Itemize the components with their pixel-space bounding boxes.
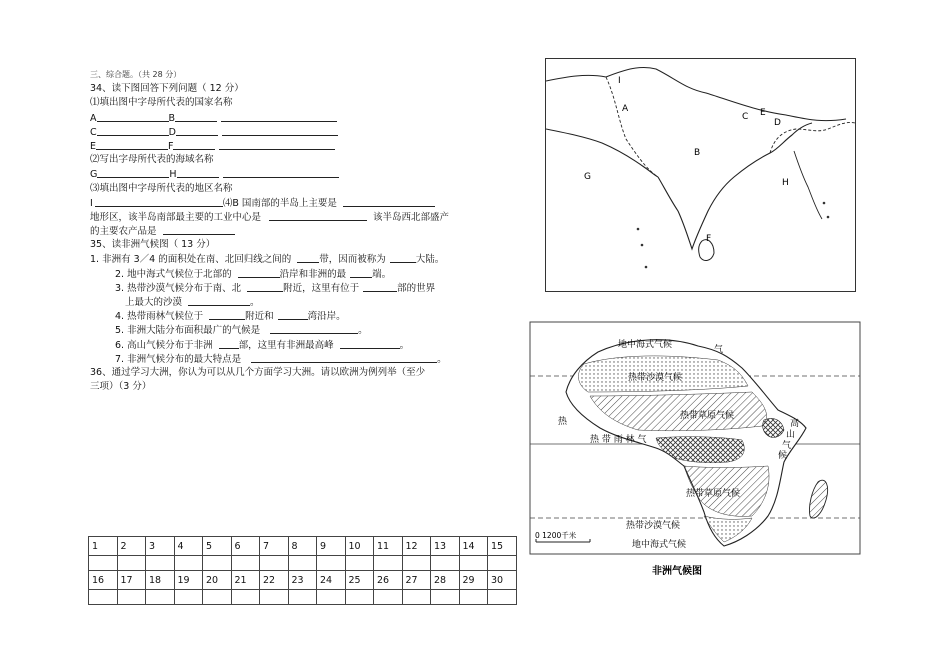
q35-s3-text-e: 。 bbox=[250, 297, 260, 308]
answer-cell[interactable] bbox=[317, 556, 346, 571]
blank-s2-coast[interactable] bbox=[238, 267, 280, 278]
label-f: F bbox=[706, 234, 712, 244]
q34-part4a: ⑷B 国南部的半岛上主要是 bbox=[222, 197, 337, 209]
answer-cell[interactable] bbox=[488, 556, 517, 571]
label-med-south: 地中海式气候 bbox=[632, 540, 687, 550]
q35-s7-text: 7. 非洲气候分布的最大特点是 bbox=[115, 353, 242, 365]
blank-c[interactable] bbox=[97, 125, 169, 136]
q35-s5 bbox=[90, 323, 510, 337]
grid-cell: 24 bbox=[317, 571, 346, 590]
grid-cell: 26 bbox=[374, 571, 403, 590]
q36-line2: 三项）（3 分） bbox=[90, 381, 152, 393]
q35-s7 bbox=[90, 352, 510, 366]
q34-part4d: 的主要农产品是 bbox=[90, 226, 157, 238]
q34-part1: ⑴填出图中字母所代表的国家名称 bbox=[90, 97, 233, 109]
blank-i[interactable] bbox=[95, 196, 223, 207]
answer-cell[interactable] bbox=[89, 556, 118, 571]
q35-s2-text-c: 端。 bbox=[372, 268, 392, 280]
east-border-line bbox=[770, 122, 855, 153]
answer-cell[interactable] bbox=[345, 590, 374, 605]
blank-f[interactable] bbox=[173, 139, 215, 150]
grid-cell: 12 bbox=[402, 537, 431, 556]
grid-cell: 14 bbox=[459, 537, 488, 556]
south-asia-map-svg bbox=[546, 59, 855, 291]
grid-answer-row-1 bbox=[89, 556, 517, 571]
grid-cell: 13 bbox=[431, 537, 460, 556]
q36-line1: 36、通过学习大洲，你认为可以从几个方面学习大洲。请以欧洲为例列举（至少 bbox=[90, 366, 426, 378]
northern-border-line bbox=[546, 67, 846, 120]
q35-s3-text-b: 附近，这里有位于 bbox=[283, 282, 360, 294]
blank-h2[interactable] bbox=[223, 167, 339, 178]
q35-s6-text: 6. 高山气候分布于非洲 bbox=[115, 339, 213, 351]
label-desert-north: 热带沙漠气候 bbox=[628, 373, 683, 383]
grid-cell: 20 bbox=[203, 571, 232, 590]
arabian-coast bbox=[546, 129, 658, 177]
scale-label: 0 1200千米 bbox=[535, 531, 577, 540]
answer-cell[interactable] bbox=[203, 590, 232, 605]
myanmar-coast bbox=[794, 151, 822, 219]
blank-s1-zone[interactable] bbox=[297, 252, 319, 263]
answer-cell[interactable] bbox=[431, 556, 460, 571]
grid-cell: 17 bbox=[117, 571, 146, 590]
answer-cell[interactable] bbox=[260, 556, 289, 571]
blank-s3-tropic[interactable] bbox=[247, 281, 283, 292]
answer-cell[interactable] bbox=[488, 590, 517, 605]
blank-d[interactable] bbox=[176, 125, 218, 136]
grid-cell: 6 bbox=[231, 537, 260, 556]
label-a: A bbox=[90, 112, 97, 124]
label-g: G bbox=[90, 169, 98, 181]
label-h: H bbox=[169, 169, 177, 181]
label-north-qi: 气 bbox=[714, 345, 724, 355]
q34-row-4d bbox=[90, 224, 510, 238]
grid-cell: 29 bbox=[459, 571, 488, 590]
grid-cell: 23 bbox=[288, 571, 317, 590]
grid-cell: 3 bbox=[146, 537, 175, 556]
grid-answer-row-2 bbox=[89, 590, 517, 605]
answer-cell[interactable] bbox=[402, 556, 431, 571]
label-rainforest: 热 带 雨 林 气 bbox=[590, 435, 647, 445]
answer-cell[interactable] bbox=[203, 556, 232, 571]
answer-cell[interactable] bbox=[174, 556, 203, 571]
q34-title: 34、读下图回答下列问题（ 12 分） bbox=[90, 83, 244, 95]
answer-cell[interactable] bbox=[288, 556, 317, 571]
map-caption: 非洲气候图 bbox=[652, 566, 702, 577]
blank-industry[interactable] bbox=[269, 210, 367, 221]
q34-row-i bbox=[90, 196, 510, 210]
q34-part3: ⑶填出图中字母所代表的地区名称 bbox=[90, 182, 233, 194]
blank-h[interactable] bbox=[177, 167, 219, 178]
grid-cell: 11 bbox=[374, 537, 403, 556]
blank-s3-desert[interactable] bbox=[188, 295, 250, 306]
answer-cell[interactable] bbox=[231, 590, 260, 605]
q34-part2: ⑵写出字母所代表的海域名称 bbox=[90, 154, 214, 166]
grid-cell: 9 bbox=[317, 537, 346, 556]
grid-cell: 8 bbox=[288, 537, 317, 556]
africa-climate-map bbox=[528, 320, 864, 582]
blank-s5[interactable] bbox=[270, 323, 358, 334]
label-c: C bbox=[742, 112, 749, 122]
label-h: H bbox=[782, 178, 789, 188]
africa-climate-map-svg bbox=[528, 320, 864, 582]
island-dot bbox=[641, 244, 644, 247]
grid-cell: 28 bbox=[431, 571, 460, 590]
label-i: I bbox=[90, 197, 93, 209]
answer-cell[interactable] bbox=[459, 590, 488, 605]
answer-cell[interactable] bbox=[89, 590, 118, 605]
grid-cell: 7 bbox=[260, 537, 289, 556]
island-dot bbox=[645, 266, 648, 269]
label-med-north: 地中海式气候 bbox=[618, 340, 673, 350]
label-savanna-north: 热带草原气候 bbox=[680, 411, 735, 421]
blank-s2-end[interactable] bbox=[350, 267, 372, 278]
answer-cell[interactable] bbox=[374, 556, 403, 571]
q35-s2-text: 2. 地中海式气候位于北部的 bbox=[115, 268, 232, 280]
grid-cell: 18 bbox=[146, 571, 175, 590]
q35-s5-text-b: 。 bbox=[358, 325, 368, 337]
answer-cell[interactable] bbox=[345, 556, 374, 571]
label-savanna-south: 热带草原气候 bbox=[686, 489, 741, 499]
blank-b[interactable] bbox=[175, 111, 217, 122]
answer-grid bbox=[88, 536, 517, 605]
q34-row-ef bbox=[90, 139, 510, 153]
answer-cell[interactable] bbox=[117, 590, 146, 605]
q34-part4c: 该半岛西北部盛产 bbox=[373, 211, 450, 223]
label-c: C bbox=[90, 126, 97, 138]
island-dot bbox=[637, 228, 640, 231]
label-i: I bbox=[618, 76, 621, 86]
grid-cell: 15 bbox=[488, 537, 517, 556]
label-f: F bbox=[168, 140, 174, 152]
blank-landform[interactable] bbox=[343, 196, 435, 207]
answer-cell[interactable] bbox=[231, 556, 260, 571]
blank-b2[interactable] bbox=[221, 111, 337, 122]
grid-cell: 16 bbox=[89, 571, 118, 590]
west-border-line bbox=[606, 77, 658, 177]
q35-s5-text: 5. 非洲大陆分布面积最广的气候是 bbox=[115, 325, 261, 337]
q35-s1-text: 1. 非洲有 3／4 的面积处在南、北回归线之间的 bbox=[90, 254, 292, 266]
answer-cell[interactable] bbox=[374, 590, 403, 605]
q35-s1 bbox=[90, 252, 510, 266]
label-b: B bbox=[694, 148, 701, 158]
south-asia-map bbox=[545, 58, 856, 292]
grid-row-2 bbox=[89, 571, 517, 590]
q35-s4-text-b: 附近和 bbox=[245, 311, 274, 323]
grid-cell: 25 bbox=[345, 571, 374, 590]
q35-s1-text-b: 带，因而被称为 bbox=[319, 254, 386, 266]
answer-cell[interactable] bbox=[260, 590, 289, 605]
island-dot bbox=[823, 202, 826, 205]
grid-cell: 19 bbox=[174, 571, 203, 590]
grid-cell: 10 bbox=[345, 537, 374, 556]
grid-cell: 22 bbox=[260, 571, 289, 590]
q35-s3-cont bbox=[90, 295, 510, 309]
answer-cell[interactable] bbox=[146, 556, 175, 571]
blank-s4-gulf[interactable] bbox=[278, 309, 308, 320]
grid-cell: 27 bbox=[402, 571, 431, 590]
blank-s6-peak[interactable] bbox=[340, 338, 400, 349]
q35-s7-text-b: 。 bbox=[437, 353, 447, 365]
blank-g[interactable] bbox=[97, 167, 169, 178]
answer-cell[interactable] bbox=[459, 556, 488, 571]
answer-cell[interactable] bbox=[288, 590, 317, 605]
label-highland-2: 山 bbox=[786, 430, 796, 440]
blank-crop[interactable] bbox=[163, 224, 235, 235]
q34-row-cd bbox=[90, 125, 510, 139]
grid-cell: 21 bbox=[231, 571, 260, 590]
q35-s3-text-d: 上最大的沙漠 bbox=[125, 297, 183, 308]
answer-cell[interactable] bbox=[431, 590, 460, 605]
blank-s1-name[interactable] bbox=[390, 252, 416, 263]
island-dot bbox=[827, 216, 830, 219]
blank-s3-part[interactable] bbox=[363, 281, 397, 292]
answer-cell[interactable] bbox=[402, 590, 431, 605]
q35-s4-text-c: 湾沿岸。 bbox=[307, 311, 346, 323]
section-heading: 三、综合题。（共 28 分） bbox=[90, 70, 182, 79]
q34-row-4b bbox=[90, 210, 510, 224]
label-desert-south: 热带沙漠气候 bbox=[626, 521, 681, 531]
q35-s6-text-b: 部，这里有非洲最高峰 bbox=[238, 339, 334, 351]
label-e: E bbox=[760, 108, 766, 118]
label-rainforest-hot: 热 bbox=[558, 417, 568, 427]
answer-cell[interactable] bbox=[117, 556, 146, 571]
label-highland-3: 气 bbox=[782, 441, 792, 451]
label-d: D bbox=[168, 126, 176, 138]
grid-cell: 4 bbox=[174, 537, 203, 556]
blank-f2[interactable] bbox=[219, 139, 335, 150]
blank-d2[interactable] bbox=[222, 125, 338, 136]
india-coastline bbox=[658, 123, 812, 249]
blank-e[interactable] bbox=[96, 139, 168, 150]
grid-cell: 2 bbox=[117, 537, 146, 556]
answer-cell[interactable] bbox=[174, 590, 203, 605]
q35-s6 bbox=[90, 338, 510, 352]
blank-s4-near[interactable] bbox=[209, 309, 245, 320]
label-g: G bbox=[584, 172, 591, 182]
label-b: B bbox=[168, 112, 176, 124]
label-e: E bbox=[90, 140, 97, 152]
q35-s1-text-c: 大陆。 bbox=[415, 254, 445, 266]
q34-part4b: 地形区，该半岛南部最主要的工业中心是 bbox=[90, 211, 262, 223]
blank-s7[interactable] bbox=[251, 352, 437, 363]
answer-cell[interactable] bbox=[317, 590, 346, 605]
q35-s3-text: 3. 热带沙漠气候分布于南、北 bbox=[115, 282, 242, 294]
grid-cell: 5 bbox=[203, 537, 232, 556]
q35-s2 bbox=[90, 267, 510, 281]
q35-s2-text-b: 沿岸和非洲的最 bbox=[279, 268, 347, 280]
q34-row-ab bbox=[90, 111, 510, 125]
q35-s3 bbox=[90, 281, 510, 295]
label-highland-4: 候 bbox=[778, 451, 788, 461]
q35-title: 35、读非洲气候图（ 13 分） bbox=[90, 239, 216, 251]
grid-cell: 30 bbox=[488, 571, 517, 590]
blank-a[interactable] bbox=[97, 111, 169, 122]
blank-s6-part[interactable] bbox=[219, 338, 239, 349]
q35-s3-text-c: 部的世界 bbox=[397, 282, 436, 294]
question-area bbox=[90, 68, 510, 394]
q34-row-gh bbox=[90, 167, 510, 181]
label-a: A bbox=[622, 104, 629, 114]
grid-cell: 1 bbox=[89, 537, 118, 556]
q35-s6-text-c: 。 bbox=[399, 339, 410, 351]
q35-s4-text: 4. 热带雨林气候位于 bbox=[115, 311, 204, 323]
label-d: D bbox=[774, 118, 781, 128]
grid-row-1 bbox=[89, 537, 517, 556]
label-highland-1: 高 bbox=[790, 419, 800, 429]
answer-cell[interactable] bbox=[146, 590, 175, 605]
q35-s4 bbox=[90, 309, 510, 323]
